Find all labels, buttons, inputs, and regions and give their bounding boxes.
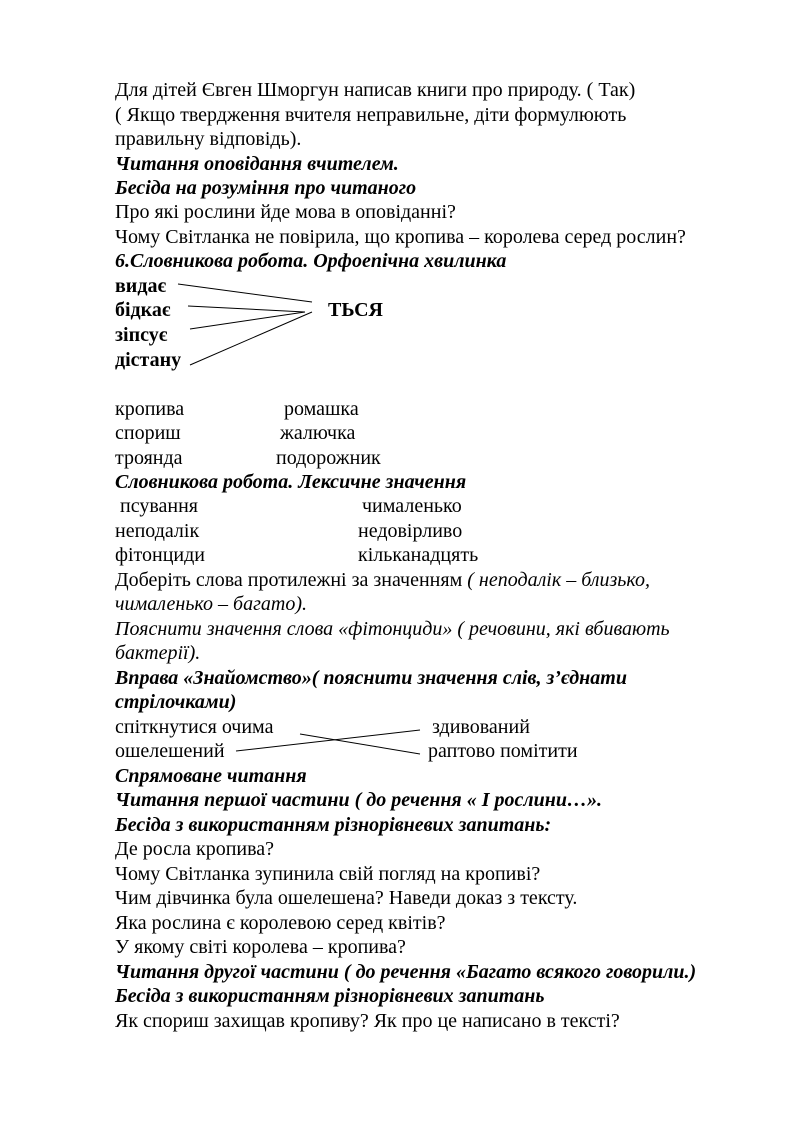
explain-line-1: Пояснити значення слова «фітонциди» ( речовини, які вбивають <box>115 618 670 640</box>
exercise-heading-1: Вправа «Знайомство»( пояснити значення слів, з’єднати <box>115 667 627 689</box>
last-question: Як спориш захищав кропиву? Як про це написано в тексті? <box>115 1010 620 1032</box>
intro-line-1: Для дітей Євген Шморгун написав книги про природу. ( Так) <box>115 79 636 101</box>
ortho-word: зіпсує <box>115 324 168 346</box>
plant-left: спориш <box>115 422 181 444</box>
question-1: Про які рослини йде мова в оповіданні? <box>115 201 456 223</box>
question-item: У якому світі королева – кропива? <box>115 936 406 958</box>
lex-right: кільканадцять <box>358 544 479 566</box>
intro-line-3: правильну відповідь). <box>115 128 302 150</box>
exercise-left: ошелешений <box>115 740 225 762</box>
question-2: Чому Світланка не повірила, що кропива – королева серед рослин? <box>115 226 686 248</box>
exercise-heading-2: стрілочками) <box>115 691 237 713</box>
plant-right: подорожник <box>276 447 381 469</box>
antonyms-text: Доберіть слова протилежні за значенням <box>115 569 468 591</box>
lex-left: неподалік <box>115 520 200 542</box>
part1-heading: Читання першої частини ( до речення « І рослини…». <box>115 789 603 811</box>
directed-heading: Спрямоване читання <box>115 765 307 787</box>
antonyms-example-1: ( неподалік – близько, <box>467 569 650 591</box>
lex-heading: Словникова робота. Лексичне значення <box>115 471 467 493</box>
plant-left: троянда <box>115 447 183 469</box>
exercise-left: спіткнутися очима <box>115 716 274 738</box>
ortho-word: видає <box>115 275 167 297</box>
question-item: Чим дівчинка була ошелешена? Наведи доказ з тексту. <box>115 887 578 909</box>
ortho-suffix: ТЬСЯ <box>328 299 383 321</box>
plant-left: кропива <box>115 398 185 420</box>
lex-left: фітонциди <box>115 544 205 566</box>
plant-right: ромашка <box>284 398 359 420</box>
exercise-right: здивований <box>432 716 530 738</box>
plant-right: жалючка <box>280 422 356 444</box>
talk3-heading: Бесіда з використанням різнорівневих запитань <box>115 985 545 1007</box>
question-item: Яка рослина є королевою серед квітів? <box>115 912 446 934</box>
question-item: Чому Світланка зупинила свій погляд на кропиві? <box>115 863 541 885</box>
antonyms-example-2: чималенько – багато). <box>115 593 307 615</box>
ortho-word: бідкає <box>115 299 171 321</box>
vocab-heading: 6.Словникова робота. Орфоепічна хвилинка <box>115 250 507 272</box>
talk2-heading: Бесіда з використанням різнорівневих запитань: <box>115 814 552 836</box>
intro-line-2: ( Якщо твердження вчителя неправильне, діти формулюють <box>115 104 627 126</box>
question-item: Де росла кропива? <box>115 838 275 860</box>
lex-right: недовірливо <box>358 520 463 542</box>
exercise-right: раптово помітити <box>428 740 578 762</box>
part2-heading: Читання другої частини ( до речення «Багато всякого говорили.) <box>115 961 697 983</box>
talk-heading: Бесіда на розуміння про читаного <box>115 177 417 199</box>
lex-left: псування <box>115 495 198 517</box>
ortho-word: дістану <box>115 349 182 371</box>
explain-line-2: бактерії). <box>115 642 201 664</box>
lex-right: чималенько <box>362 495 462 517</box>
reading-heading: Читання оповідання вчителем. <box>115 153 399 175</box>
